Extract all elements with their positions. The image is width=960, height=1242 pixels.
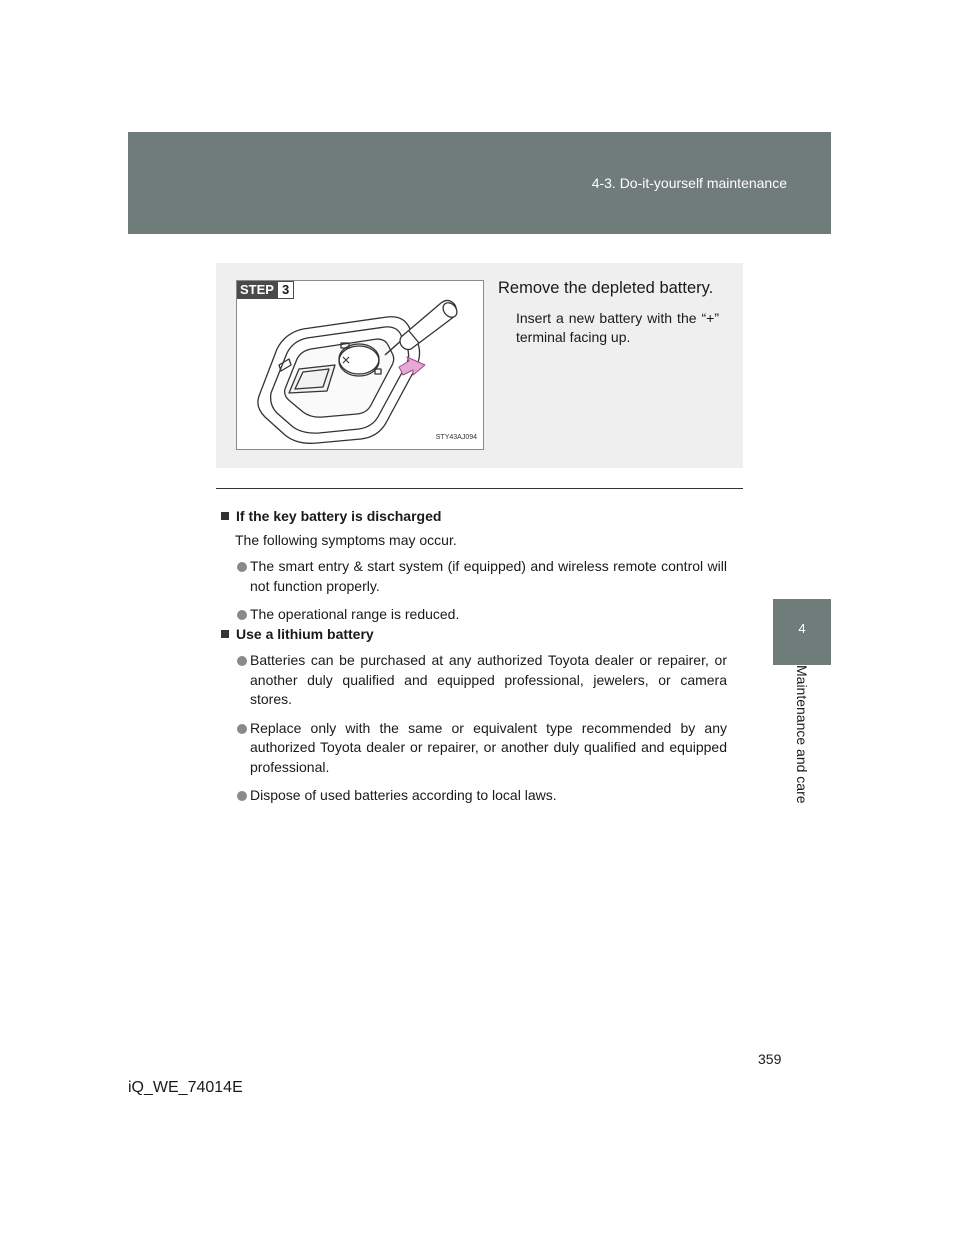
list-item: Dispose of used batteries according to local laws. (250, 786, 727, 806)
section-heading (221, 626, 727, 642)
step-panel (216, 263, 743, 468)
step-title: Remove the depleted battery. (498, 279, 714, 297)
section-heading (221, 508, 727, 524)
key-battery-discharged-section (221, 508, 727, 625)
section-heading-text: Use a lithium battery (236, 626, 374, 642)
section-heading-text: If the key battery is discharged (236, 508, 442, 524)
battery-removal-illustration (236, 280, 484, 450)
section-intro: The following symptoms may occur. (235, 532, 457, 548)
chapter-tab[interactable] (773, 599, 831, 665)
step-number: 3 (277, 281, 294, 299)
chapter-tab-label (773, 665, 831, 815)
list-item: Replace only with the same or equivalent type recommended by any authorized Toyota dealer or repairer, or another duly qualified and equipped professional. (250, 719, 727, 778)
list-item: The smart entry & start system (if equipped) and wireless remote control will not function properly. (250, 557, 727, 596)
step-description: Insert a new battery with the “+” terminal facing up. (516, 310, 719, 345)
chapter-title: Maintenance and care (794, 665, 810, 804)
section-divider (216, 488, 743, 489)
list-item: Batteries can be purchased at any authorized Toyota dealer or repairer, or another duly qualified and equipped professional, jewelers, or camera stores. (250, 651, 727, 710)
lithium-battery-section (221, 626, 727, 806)
page-number: 359 (758, 1051, 782, 1067)
section-title: 4-3. Do-it-yourself maintenance (591, 175, 787, 191)
square-bullet-icon (221, 512, 229, 520)
square-bullet-icon (221, 630, 229, 638)
key-battery-icon (237, 281, 483, 449)
list-item: The operational range is reduced. (250, 605, 727, 625)
document-code: iQ_WE_74014E (128, 1079, 243, 1096)
chapter-number: 4 (798, 621, 806, 636)
illustration-code: STY43AJ094 (435, 434, 477, 441)
step-label: STEP (237, 281, 277, 299)
header-band (128, 132, 831, 234)
